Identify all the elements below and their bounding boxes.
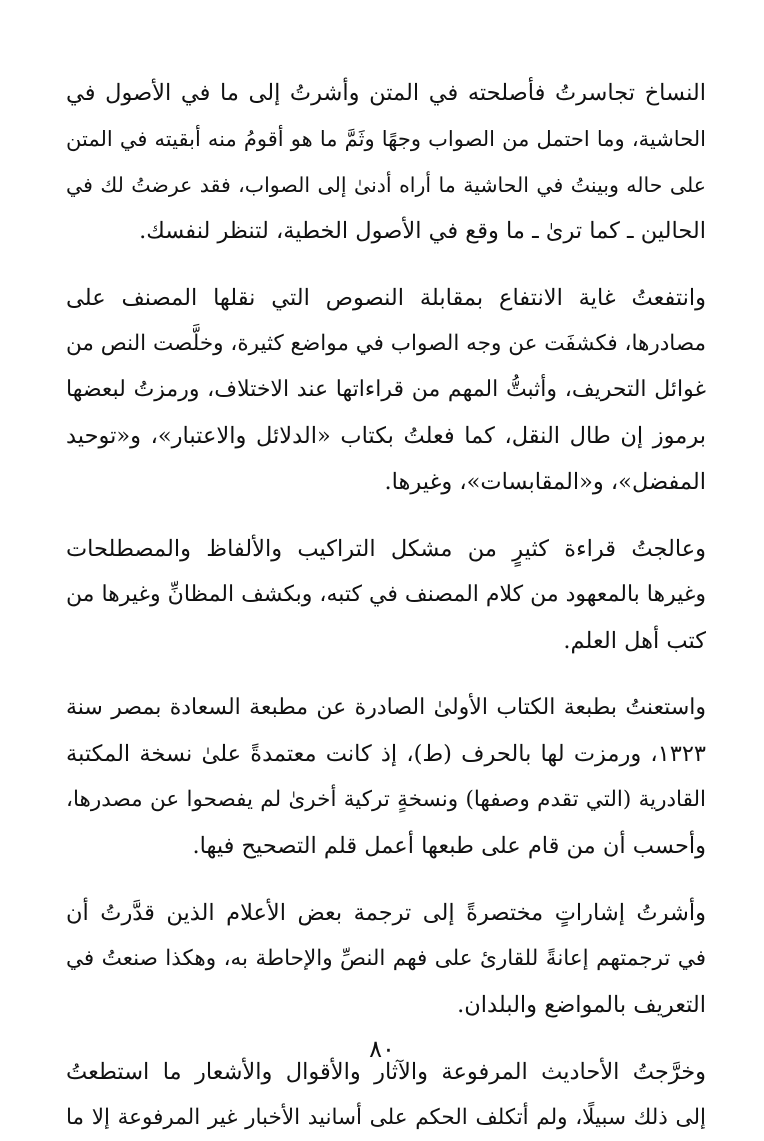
text-line: مصادرها، فكشفَت عن وجه الصواب في مواضع كثيرة، وخلَّصت النص من: [66, 331, 706, 356]
text-line: النساخ تجاسرتُ فأصلحته في المتن وأشرتُ إلى ما في الأصول في: [66, 80, 706, 106]
text-line: غوائل التحريف، وأثبتُّ المهم من قراءاتها عند الاختلاف، ورمزتُ لبعضها: [66, 377, 706, 402]
text-line: الحاشية، وما احتمل من الصواب وجهًا وثَمَّ ما هو أقومُ منه أبقيته في المتن: [66, 127, 706, 151]
text-line: في ترجمتهم إعانةً للقارئ على فهم النصِّ والإحاطة به، وهكذا صنعتُ في: [66, 946, 706, 971]
paragraph-2: [66, 275, 706, 505]
paragraph-5: [66, 890, 706, 1028]
text-line: واستعنتُ بطبعة الكتاب الأولىٰ الصادرة عن مطبعة السعادة بمصر سنة: [66, 695, 706, 720]
text-line: على حاله وبينتُ في الحاشية ما أراه أدنىٰ إلى الصواب، فقد عرضتُ لك في: [66, 173, 706, 197]
page-number: ٨٠: [369, 1035, 395, 1063]
text-line: التعريف بالمواضع والبلدان.: [457, 992, 706, 1018]
text-line: القادرية (التي تقدم وصفها) ونسخةٍ تركية أخرىٰ لم يفصحوا عن مصدرها،: [66, 787, 706, 812]
text-line: برموز إن طال النقل، كما فعلتُ بكتاب «الدلائل والاعتبار»، و«توحيد: [66, 423, 706, 449]
text-line: المفضل»، و«المقابسات»، وغيرها.: [384, 469, 706, 495]
text-line: ١٣٢٣، ورمزت لها بالحرف (ط)، إذ كانت معتمدةً علىٰ نسخة المكتبة: [66, 741, 706, 767]
text-line: وانتفعتُ غاية الانتفاع بمقابلة النصوص التي نقلها المصنف على: [66, 285, 706, 311]
text-line: كتب أهل العلم.: [563, 628, 706, 654]
text-line: وأشرتُ إشاراتٍ مختصرةً إلى ترجمة بعض الأعلام الذين قدَّرتُ أن: [66, 900, 706, 926]
paragraph-1: [66, 70, 706, 254]
text-line: وخرَّجتُ الأحاديث المرفوعة والآثار والأقوال والأشعار ما استطعتُ: [66, 1059, 706, 1085]
text-line: إلى ذلك سبيلًا، ولم أتكلف الحكم على أسانيد الأخبار غير المرفوعة إلا ما: [66, 1105, 706, 1130]
text-line: وأحسب أن من قام على طبعها أعمل قلم التصحيح فيها.: [192, 833, 706, 859]
text-line: وعالجتُ قراءة كثيرٍ من مشكل التراكيب والألفاظ والمصطلحات: [66, 536, 706, 562]
paragraph-4: [66, 685, 706, 869]
text-line: الحالين ـ كما ترىٰ ـ ما وقع في الأصول الخطية، لتنظر لنفسك.: [139, 218, 706, 244]
text-line: وغيرها بالمعهود من كلام المصنف في كتبه، وبكشف المظانِّ وغيرها من: [66, 582, 706, 607]
page-body: [66, 70, 706, 1130]
paragraph-3: [66, 526, 706, 664]
